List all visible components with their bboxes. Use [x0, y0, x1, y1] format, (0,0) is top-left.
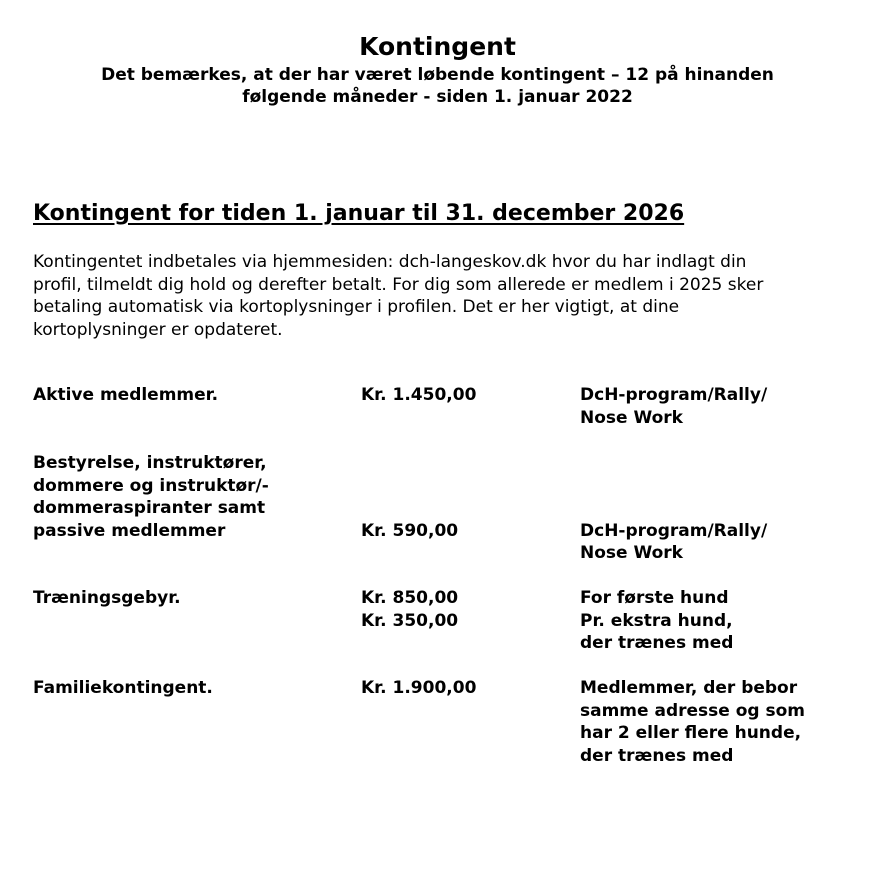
fee-price-line — [361, 452, 458, 475]
fee-note-line: DcH-program/Rally/ — [580, 520, 768, 541]
fee-note-line: har 2 eller flere hunde, — [580, 723, 802, 743]
fee-note-line — [580, 475, 767, 498]
fee-price-line: Kr. 850,00 — [361, 588, 459, 608]
fee-label-line: dommeraspiranter samt — [33, 498, 266, 518]
fee-price-line: Kr. 1.450,00 — [361, 385, 477, 405]
fee-label — [33, 384, 218, 407]
fee-note — [580, 452, 767, 565]
fee-note-line: For første hund — [580, 588, 729, 608]
subtitle-line: følgende måneder - siden 1. januar 2022 — [242, 87, 633, 107]
fee-note-line — [580, 452, 767, 475]
fee-note-line: samme adresse og som — [580, 700, 805, 721]
intro-line: Kontingentet indbetales via hjemmesiden: dch-langeskov.dk hvor du har indlagt din — [33, 252, 747, 272]
fee-note-line — [580, 497, 767, 520]
fee-label — [33, 677, 213, 700]
fee-note — [580, 677, 805, 767]
section-heading: Kontingent for tiden 1. januar til 31. december 2026 — [33, 201, 685, 226]
fee-note — [580, 587, 733, 655]
fee-label-line: dommere og instruktør/- — [33, 475, 269, 496]
fee-price — [361, 452, 458, 542]
fee-label — [33, 587, 181, 610]
intro-line: betaling automatisk via kortoplysninger i profilen. Det er her vigtigt, at dine — [33, 297, 680, 317]
fee-note-line: der trænes med — [580, 633, 734, 653]
fee-price-line — [361, 497, 458, 520]
fee-label — [33, 452, 269, 542]
page-title: Kontingent — [359, 32, 516, 61]
fee-note-line: der trænes med — [580, 745, 734, 766]
fee-price-line: Kr. 590,00 — [361, 520, 459, 541]
fee-label-line: Træningsgebyr. — [33, 588, 181, 608]
page-subtitle — [0, 64, 875, 108]
fee-label-line: Bestyrelse, instruktører, — [33, 453, 267, 473]
fee-price — [361, 384, 476, 407]
subtitle-line: Det bemærkes, at der har været løbende kontingent – 12 på hinanden — [101, 65, 774, 85]
fee-price-line: Kr. 350,00 — [361, 610, 459, 631]
fee-note-line: Nose Work — [580, 543, 683, 563]
fee-price — [361, 677, 476, 700]
fee-price-line: Kr. 1.900,00 — [361, 678, 477, 698]
intro-line: profil, tilmeldt dig hold og derefter betalt. For dig som allerede er medlem i 2025 sker — [33, 274, 764, 295]
fee-note-line: Pr. ekstra hund, — [580, 610, 733, 631]
fee-label-line: Familiekontingent. — [33, 678, 213, 698]
fee-note-line: Nose Work — [580, 407, 683, 428]
fee-note-line: Medlemmer, der bebor — [580, 678, 798, 698]
fee-price-line — [361, 475, 458, 498]
fee-label-line: Aktive medlemmer. — [33, 385, 219, 405]
fee-note — [580, 384, 767, 429]
fee-note-line: DcH-program/Rally/ — [580, 385, 768, 405]
fee-price — [361, 587, 458, 632]
intro-paragraph — [33, 251, 863, 341]
fee-label-line: passive medlemmer — [33, 520, 226, 541]
intro-line: kortoplysninger er opdateret. — [33, 319, 283, 340]
